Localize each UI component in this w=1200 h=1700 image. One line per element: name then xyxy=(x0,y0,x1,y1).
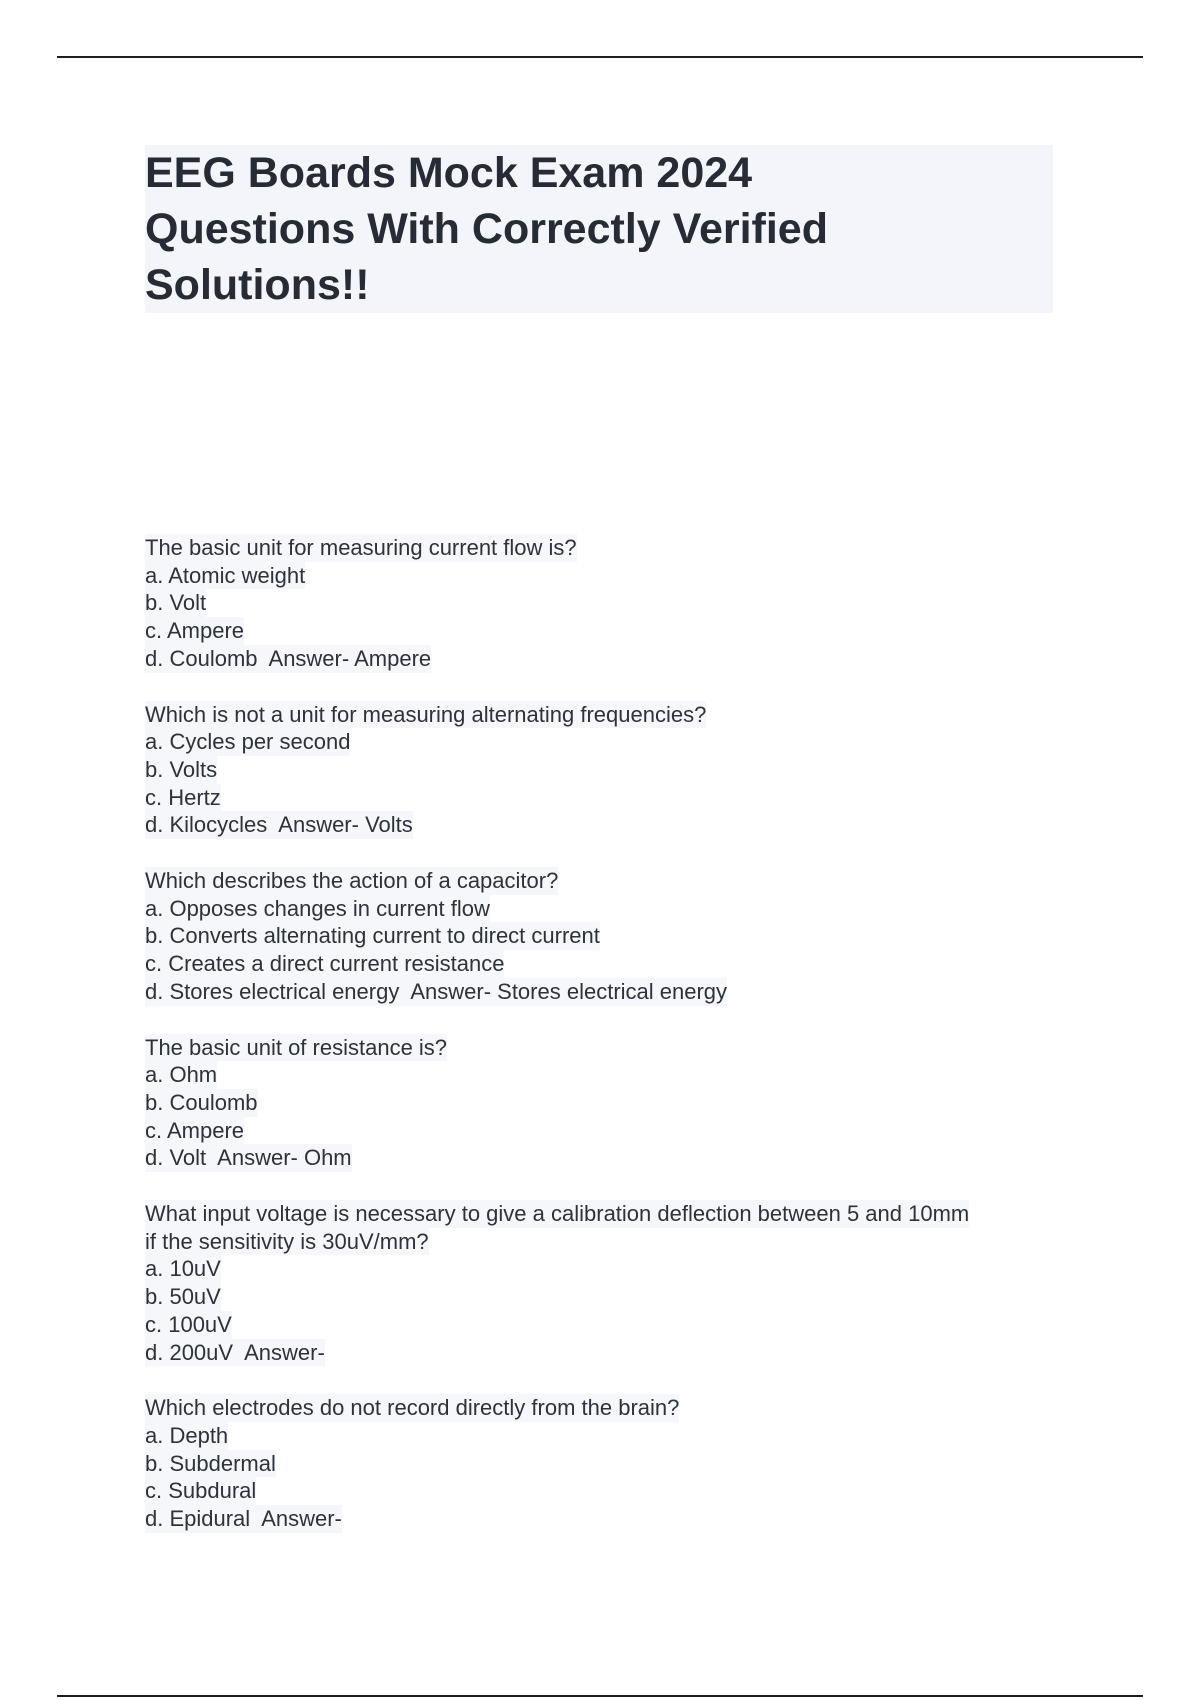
answer-option: b. Converts alternating current to direct current xyxy=(145,923,600,949)
question-list xyxy=(145,534,1065,1561)
answer-option: c. Creates a direct current resistance xyxy=(145,951,505,977)
title-line: Questions With Correctly Verified xyxy=(145,205,828,253)
answer-option: b. Volts xyxy=(145,756,218,782)
answer-option: b. Subdermal xyxy=(145,1450,276,1476)
answer-option: d. Coulomb Answer- Ampere xyxy=(145,645,432,671)
question-text: Which is not a unit for measuring alternating frequencies? xyxy=(145,701,707,727)
question-text: What input voltage is necessary to give a calibration deflection between 5 and 10mm xyxy=(145,1201,970,1227)
question-block xyxy=(145,867,1065,1006)
question-text: Which describes the action of a capacitor? xyxy=(145,868,559,894)
question-text: if the sensitivity is 30uV/mm? xyxy=(145,1228,429,1254)
title-line: Solutions!! xyxy=(145,261,370,309)
question-block xyxy=(145,1034,1065,1173)
question-block xyxy=(145,1394,1065,1533)
answer-option: d. 200uV Answer- xyxy=(145,1339,325,1365)
top-rule xyxy=(57,56,1143,58)
question-text: The basic unit of resistance is? xyxy=(145,1034,448,1060)
answer-option: b. 50uV xyxy=(145,1284,221,1310)
answer-option: c. 100uV xyxy=(145,1311,232,1337)
answer-option: d. Stores electrical energy Answer- Stores electrical energy xyxy=(145,978,728,1004)
answer-option: d. Kilocycles Answer- Volts xyxy=(145,812,413,838)
answer-option: d. Volt Answer- Ohm xyxy=(145,1145,352,1171)
question-text: The basic unit for measuring current flow is? xyxy=(145,535,577,560)
answer-option: a. Ohm xyxy=(145,1062,218,1088)
answer-option: a. Cycles per second xyxy=(145,729,351,755)
answer-option: b. Volt xyxy=(145,590,207,616)
title-line: EEG Boards Mock Exam 2024 xyxy=(145,149,753,197)
question-text: Which electrodes do not record directly from the brain? xyxy=(145,1395,680,1421)
answer-option: a. Opposes changes in current flow xyxy=(145,895,490,921)
answer-option: a. Depth xyxy=(145,1422,229,1448)
answer-option: a. Atomic weight xyxy=(145,562,306,588)
document-title xyxy=(145,145,1045,313)
answer-option: c. Subdural xyxy=(145,1478,257,1504)
answer-option: c. Ampere xyxy=(145,1117,245,1143)
answer-option: c. Hertz xyxy=(145,784,221,810)
question-block xyxy=(145,1200,1065,1366)
answer-option: a. 10uV xyxy=(145,1256,221,1282)
question-block xyxy=(145,534,1065,673)
answer-option: c. Ampere xyxy=(145,618,245,644)
answer-option: b. Coulomb xyxy=(145,1089,258,1115)
bottom-rule xyxy=(57,1695,1143,1697)
answer-option: d. Epidural Answer- xyxy=(145,1506,342,1532)
question-block xyxy=(145,701,1065,840)
